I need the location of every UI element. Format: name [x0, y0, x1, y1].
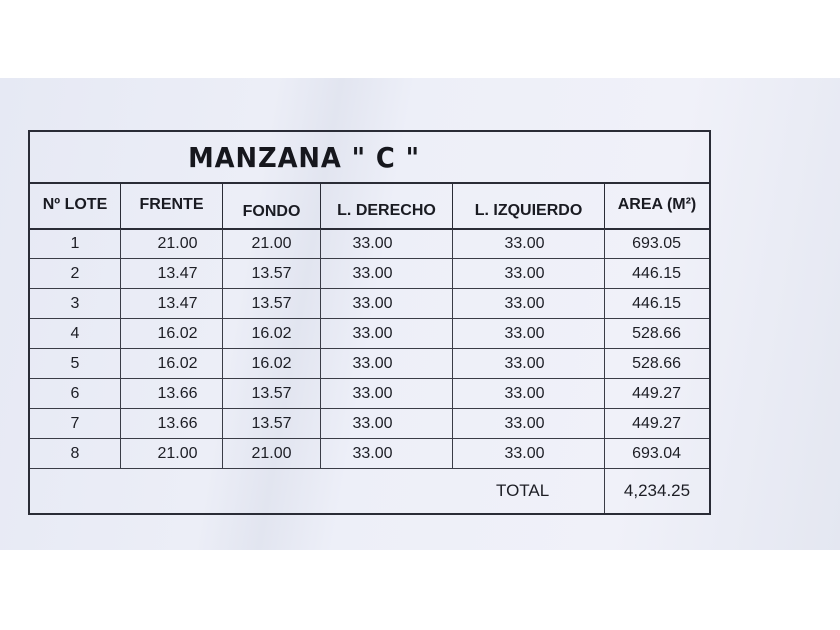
cell-area: 693.05 — [604, 229, 709, 259]
cell-lote: 4 — [70, 325, 80, 342]
cell-derecho: 33.00 — [320, 379, 452, 409]
cell-fondo: 21.00 — [222, 439, 320, 469]
table-row — [30, 229, 709, 259]
cell-izquierdo: 33.00 — [452, 349, 604, 379]
cell-izquierdo: 33.00 — [452, 379, 604, 409]
header-fondo: FONDO — [222, 182, 320, 228]
cell-lote: 8 — [70, 445, 80, 462]
cell-lote: 5 — [70, 355, 80, 372]
cell-izquierdo: 33.00 — [452, 289, 604, 319]
cell-area: 528.66 — [604, 319, 709, 349]
cell-area: 449.27 — [604, 379, 709, 409]
background-below-paper — [0, 550, 840, 630]
table-title-row — [30, 132, 709, 184]
table-row — [30, 349, 709, 379]
header-area: AREA (M²) — [604, 182, 709, 228]
cell-lote: 1 — [70, 235, 80, 252]
cell-izquierdo: 33.00 — [452, 229, 604, 259]
cell-fondo: 16.02 — [222, 349, 320, 379]
cell-derecho: 33.00 — [320, 349, 452, 379]
cell-area: 446.15 — [604, 259, 709, 289]
cell-lote: 2 — [70, 265, 80, 282]
header-frente: FRENTE — [120, 182, 222, 228]
header-izquierdo: L. IZQUIERDO — [452, 182, 604, 228]
table-title: MANZANA " C " — [188, 140, 421, 174]
total-label: TOTAL — [496, 481, 550, 500]
table-row — [30, 439, 709, 469]
cell-fondo: 13.57 — [222, 259, 320, 289]
cell-frente: 16.02 — [120, 319, 222, 349]
cell-frente: 13.66 — [120, 379, 222, 409]
cell-area: 449.27 — [604, 409, 709, 439]
table-row — [30, 379, 709, 409]
cell-lote: 3 — [70, 295, 80, 312]
cell-area: 528.66 — [604, 349, 709, 379]
total-value: 4,234.25 — [604, 469, 709, 513]
cell-derecho: 33.00 — [320, 409, 452, 439]
cell-frente: 13.47 — [120, 259, 222, 289]
header-row — [30, 182, 709, 230]
table-row — [30, 289, 709, 319]
header-lote: Nº LOTE — [42, 196, 108, 213]
cell-frente: 21.00 — [120, 439, 222, 469]
header-derecho: L. DERECHO — [320, 182, 452, 228]
cell-frente: 16.02 — [120, 349, 222, 379]
table-row — [30, 259, 709, 289]
cell-derecho: 33.00 — [320, 289, 452, 319]
cell-izquierdo: 33.00 — [452, 439, 604, 469]
cell-izquierdo: 33.00 — [452, 259, 604, 289]
cell-izquierdo: 33.00 — [452, 409, 604, 439]
table-row — [30, 409, 709, 439]
cell-derecho: 33.00 — [320, 259, 452, 289]
cell-area: 446.15 — [604, 289, 709, 319]
cell-frente: 21.00 — [120, 229, 222, 259]
cell-izquierdo: 33.00 — [452, 319, 604, 349]
cell-area: 693.04 — [604, 439, 709, 469]
cell-derecho: 33.00 — [320, 229, 452, 259]
lot-table — [28, 130, 711, 515]
total-row — [30, 469, 709, 513]
cell-fondo: 21.00 — [222, 229, 320, 259]
table-row — [30, 319, 709, 349]
cell-derecho: 33.00 — [320, 319, 452, 349]
cell-lote: 7 — [70, 415, 80, 432]
cell-derecho: 33.00 — [320, 439, 452, 469]
cell-frente: 13.47 — [120, 289, 222, 319]
cell-lote: 6 — [70, 385, 80, 402]
cell-fondo: 16.02 — [222, 319, 320, 349]
cell-fondo: 13.57 — [222, 379, 320, 409]
cell-frente: 13.66 — [120, 409, 222, 439]
cell-fondo: 13.57 — [222, 409, 320, 439]
cell-fondo: 13.57 — [222, 289, 320, 319]
